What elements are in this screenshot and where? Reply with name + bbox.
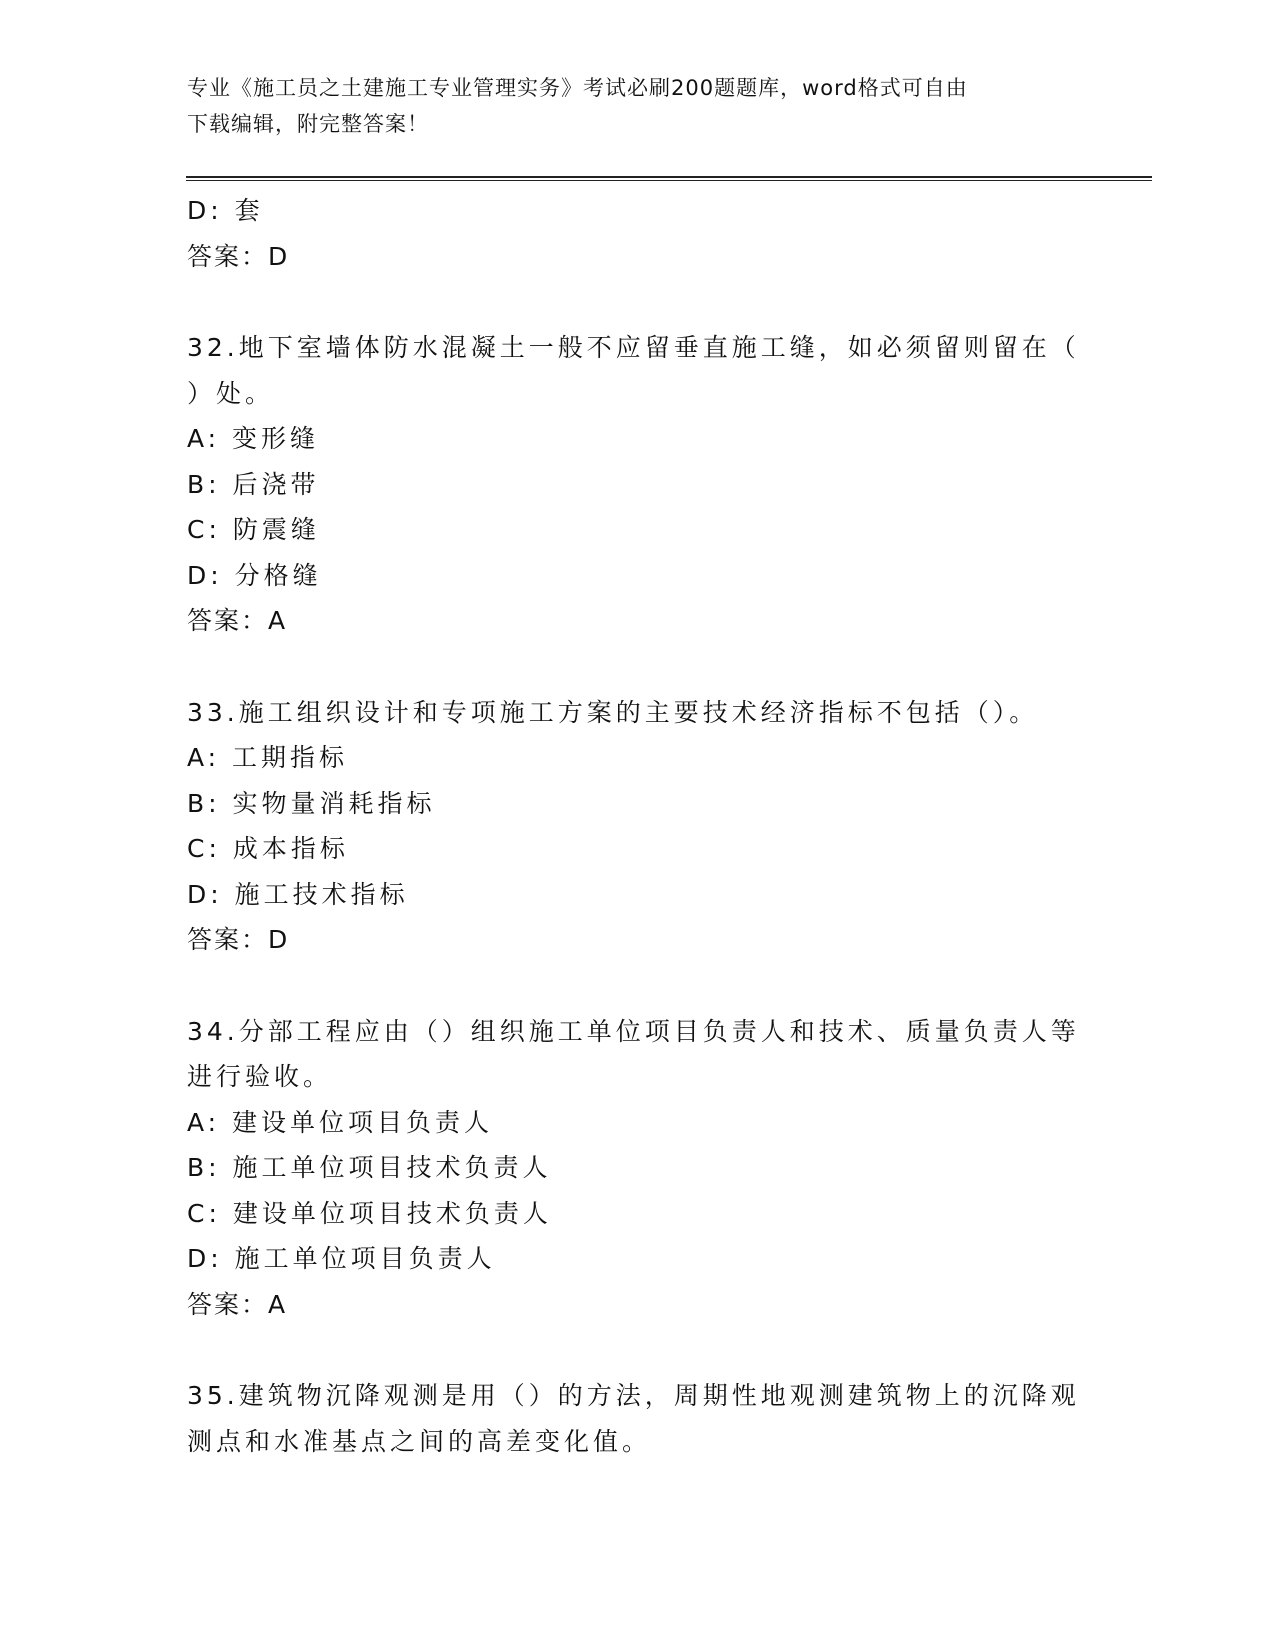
option-b: B: 后浇带 (187, 469, 320, 499)
answer-text: 答案：D (187, 241, 290, 271)
question-block-34 (187, 1009, 1087, 1328)
question-block-32 (187, 325, 1087, 644)
question-stem-continued: 测点和水准基点之间的高差变化值。 (187, 1426, 652, 1456)
spacer (187, 1327, 1087, 1373)
question-content (187, 188, 1087, 1464)
option-d: D: 施工单位项目负责人 (187, 1244, 496, 1273)
question-stem-continued: ）处。 (187, 378, 275, 408)
answer-text: 答案：A (187, 1289, 288, 1319)
answer-text: 答案：D (187, 925, 290, 954)
option-c: C: 防震缝 (187, 515, 320, 544)
question-stem: 35.建筑物沉降观测是用（）的方法，周期性地观测建筑物上的沉降观 (187, 1381, 1080, 1410)
option-d: D: 分格缝 (187, 560, 322, 590)
option-d: D: 施工技术指标 (187, 879, 409, 909)
option-a: A: 工期指标 (187, 743, 349, 772)
option-d: D: 套 (187, 196, 264, 225)
header-title-line-1: 专业《施工员之土建施工专业管理实务》考试必刷200题题库，word格式可自由 (187, 76, 968, 100)
spacer (187, 644, 1087, 690)
header-title-line-2: 下载编辑，附完整答案！ (187, 112, 429, 136)
question-stem-continued: 进行验收。 (187, 1062, 333, 1091)
option-b: B: 施工单位项目技术负责人 (187, 1153, 552, 1182)
question-stem: 34.分部工程应由（）组织施工单位项目负责人和技术、质量负责人等 (187, 1016, 1080, 1046)
spacer (187, 963, 1087, 1009)
option-b: B: 实物量消耗指标 (187, 788, 436, 818)
option-c: C: 成本指标 (187, 834, 349, 863)
header-divider (186, 176, 1152, 181)
page-header (187, 70, 1087, 142)
answer-text: 答案：A (187, 606, 288, 635)
question-stem: 32.地下室墙体防水混凝土一般不应留垂直施工缝，如必须留则留在（ (187, 333, 1080, 362)
option-a: A: 建设单位项目负责人 (187, 1107, 494, 1137)
spacer (187, 279, 1087, 325)
question-stem: 33.施工组织设计和专项施工方案的主要技术经济指标不包括（）。 (187, 697, 1039, 727)
question-block-33 (187, 690, 1087, 963)
option-a: A: 变形缝 (187, 424, 320, 453)
question-block-35 (187, 1373, 1087, 1464)
option-c: C: 建设单位项目技术负责人 (187, 1198, 552, 1228)
